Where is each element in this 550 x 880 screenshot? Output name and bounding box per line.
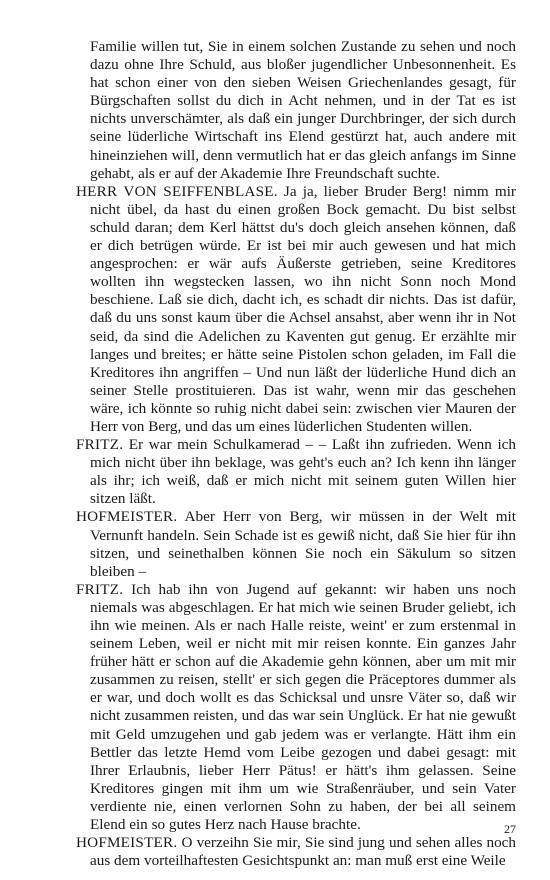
page-number: 27 — [504, 822, 516, 836]
drama-text — [76, 38, 516, 870]
paragraph-text: Aber Herr von Berg, wir müssen in der Welt mit Vernunft handeln. Sein Schade ist es gewiß nicht, daß Sie hier für ihn sitzen, und seinethalben können Sie noch ein Säkulum so sitzen bleiben – — [90, 508, 516, 580]
dialogue-paragraph — [76, 834, 516, 870]
dialogue-paragraph — [76, 508, 516, 580]
speaker-name: HERR VON SEIFFENBLASE. — [76, 182, 278, 200]
paragraph-text: Er war mein Schulkamerad – – Laßt ihn zufrieden. Wenn ich mich nicht über ihn beklage, was geht's euch an? Ich kenn ihn länger als ihr; ich weiß, daß er mich nicht mit seinem guten Willen hier sitzen läßt. — [90, 436, 517, 508]
paragraph-text: Ja ja, lieber Bruder Berg! nimm mir nicht übel, da hast du einen großen Bock gemacht. Du bist selbst schuld daran; dem Kerl hättst du's doch gleich ansehen können, daß er dich betrügen würde. Er ist bei mir auch gewesen und hat mich angesprochen: er wär aufs Äußerste getrieben, seine Kreditores wollten ihn wegstecken lassen, wo ihn nicht Sonn noch Mond beschiene. Laß sie dich, dacht ich, es schadt dir nichts. Das ist dafür, daß du uns sonst kaum über die Achsel ansahst, aber wenn ihr in Not seid, da sind die Adelichen zu Kaventen gut genug. Er erzählte mir langes und breites; er hätte seine Pistolen schon geladen, im Fall die Kreditores ihn angriffen – Und nun läßt der lüderliche Hund dich an seiner Stelle prostituieren. Das ist wahr, wenn mir das geschehen wäre, ich könnte so ruhig nicht dabei sein: zwischen vier Mauren der Herr von Berg, und das um eines lüderlichen Studenten willen. — [90, 182, 516, 435]
speaker-name: FRITZ. — [76, 436, 124, 454]
speaker-name: FRITZ. — [76, 580, 124, 598]
speaker-name: HOFMEISTER. — [76, 834, 178, 852]
paragraph-continuation — [76, 38, 516, 183]
dialogue-paragraph — [76, 183, 516, 436]
paragraph-text: Familie willen tut, Sie in einem solchen Zustande zu sehen und noch dazu ohne Ihre Schuld, aus bloßer jugendlicher Unbesonnenheit. Es hat schon einer von den sieben Weisen Griechenlandes gesagt, für Bürgschaften sollst du dich in Acht nehmen, und in der Tat es ist nichts unverschämter, als daß ein junger Durchbringer, der sich durch seine lüderliche Wirtschaft ins Elend gestürzt hat, auch andere mit hineinziehen will, denn vermutlich hat er das gleich anfangs im Sinne gehabt, als er auf der Akademie Ihre Freundschaft suchte. — [90, 38, 516, 182]
speaker-name: HOFMEISTER. — [76, 508, 178, 526]
dialogue-paragraph — [76, 436, 516, 508]
paragraph-text: O verzeihn Sie mir, Sie sind jung und sehen alles noch aus dem vorteilhaftesten Gesichtspunkt an: man muß erst eine Weile — [90, 834, 517, 870]
paragraph-text: Ich hab ihn von Jugend auf gekannt: wir haben uns noch niemals was abgeschlagen. Er hat mich wie seinen Bruder geliebt, ich ihn wie meinen. Als er nach Halle reiste, weint' er zum erstenmal in seinem Leben, weil er nicht mit mir reisen konnte. Ein ganzes Jahr früher hätt er schon auf die Akademie gehn können, aber um mit mir zusammen zu reisen, stellt' er sich gegen die Präceptores dummer als er war, und doch wollt es das Schicksal und unsre Väter so, daß wir nicht zusammen reisten, und das war sein Unglück. Er hat nie gewußt mit Geld umzugehen und gab jedem was er verlangte. Hätt ihm ein Bettler das letzte Hemd vom Leibe gezogen und dabei gesagt: mit Ihrer Erlaubnis, lieber Herr Pätus! er hätt's ihm gelassen. Seine Kreditores gingen mit ihm um wie Straßenräuber, und sein Vater verdiente nie, einen verlornen Sohn zu haben, der bei all seinem Elend ein so gutes Herz nach Hause brachte. — [90, 580, 516, 834]
dialogue-paragraph — [76, 581, 516, 834]
